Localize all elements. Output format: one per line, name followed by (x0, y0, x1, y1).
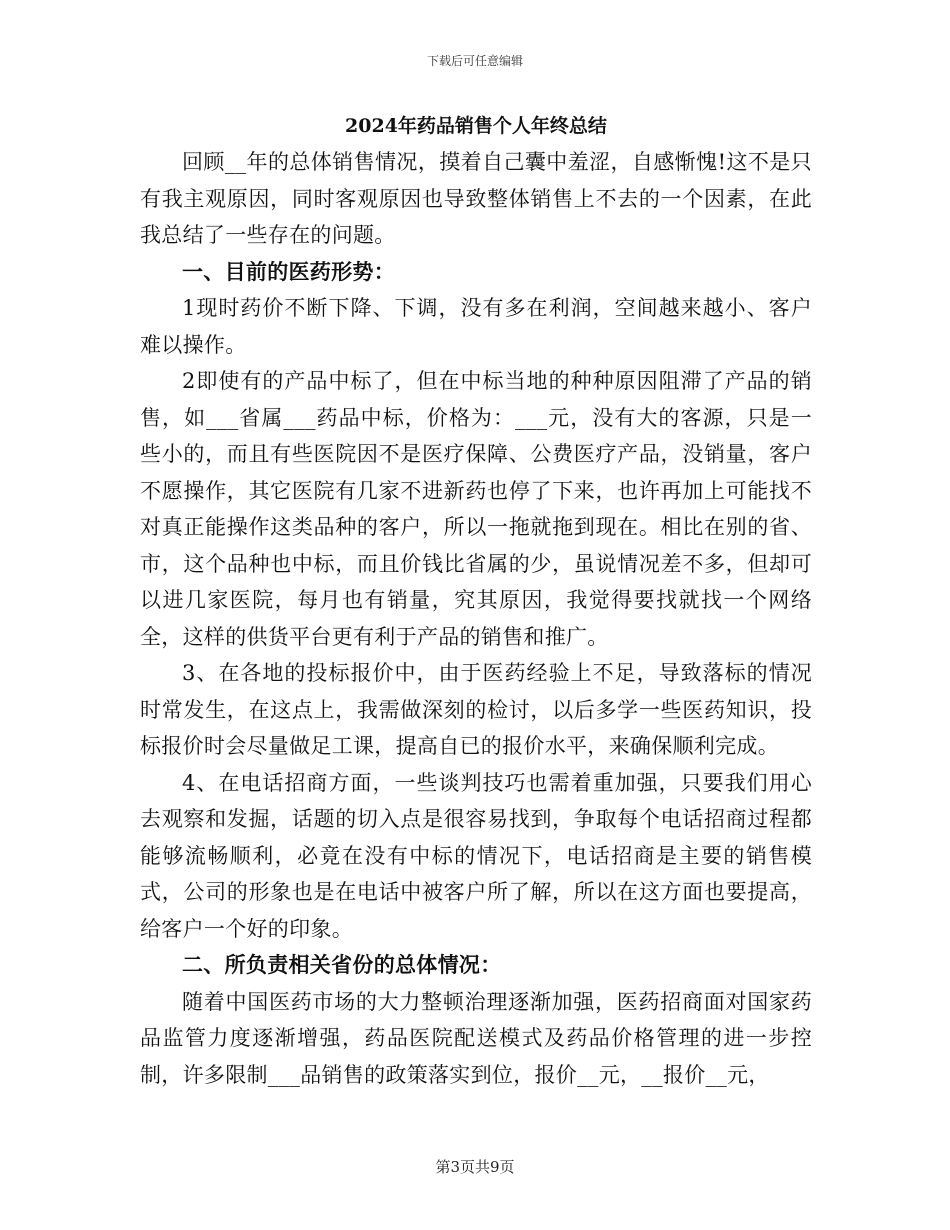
document-body (140, 110, 812, 1093)
point-3-paragraph: 3、在各地的投标报价中，由于医药经验上不足，导致落标的情况时常发生，在这点上，我需做深刻的检讨，以后多学一些医药知识，投标报价时会尽量做足工课，提高自已的报价水平，来确保顺利完成。 (140, 661, 812, 758)
document-title: 2024年药品销售个人年终总结 (345, 115, 607, 137)
intro-paragraph: 回顾__年的总体销售情况，摸着自己囊中羞涩，自感惭愧!这不是只有我主观原因，同时客观原因也导致整体销售上不去的一个因素，在此我总结了一些存在的问题。 (140, 150, 812, 247)
section-2-paragraph: 随着中国医药市场的大力整顿治理逐渐加强，医药招商面对国家药品监管力度逐渐增强，药品医院配送模式及药品价格管理的进一步控制，许多限制___品销售的政策落实到位，报价__元，__报价__元， (140, 989, 812, 1087)
page-header-note: 下载后可任意编辑 (426, 54, 523, 68)
point-1-paragraph: 1现时药价不断下降、下调，没有多在利润，空间越来越小、客户难以操作。 (140, 296, 812, 357)
page-number: 第3页共9页 (435, 1158, 515, 1176)
section-heading-1: 一、目前的医药形势： (182, 258, 395, 284)
point-2-paragraph: 2即使有的产品中标了，但在中标当地的种种原因阻滞了产品的销售，如___省属___药品中标，价格为：___元，没有大的客源，只是一些小的，而且有些医院因不是医疗保障、公费医疗产品，没销量，客户不愿操作，其它医院有几家不进新药也停了下来，也许再加上可能找不对真正能操作这类品种的客户，所以一拖就拖到现在。相比在别的省、市，这个品种也中标，而且价钱比省属的少，虽说情况差不多，但却可以进几家医院，每月也有销量，究其原因，我觉得要找就找一个网络全，这样的供货平台更有利于产品的销售和推广。 (140, 369, 812, 649)
section-heading-2: 二、所负责相关省份的总体情况： (182, 952, 502, 977)
point-4-paragraph: 4、在电话招商方面，一些谈判技巧也需着重加强，只要我们用心去观察和发掘，话题的切入点是很容易找到，争取每个电话招商过程都能够流畅顺利，必竟在没有中标的情况下，电话招商是主要的销售模式，公司的形象也是在电话中被客户所了解，所以在这方面也要提高，给客户一个好的印象。 (140, 770, 812, 941)
